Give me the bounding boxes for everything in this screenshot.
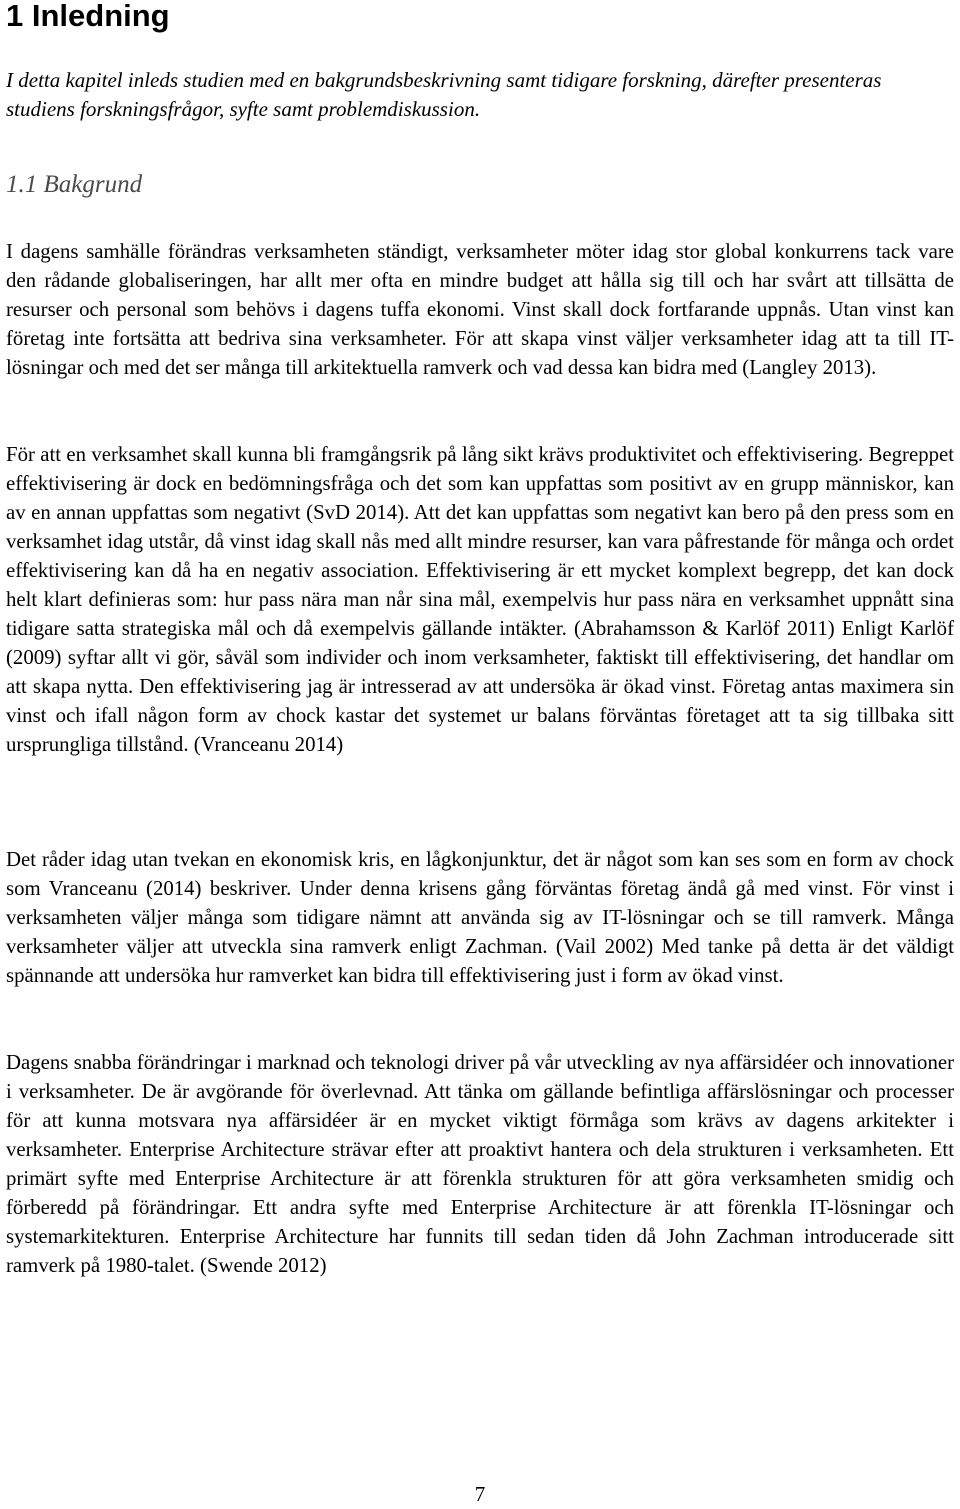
chapter-intro: I detta kapitel inleds studien med en bakgrundsbeskrivning samt tidigare forskning, därefter presenteras studiens forskningsfrågor, syfte samt problemdiskussion. (6, 68, 882, 121)
page-number: 7 (474, 1482, 486, 1506)
section-heading: 1.1 Bakgrund (6, 171, 143, 198)
body-paragraph: Det råder idag utan tvekan en ekonomisk kris, en lågkonjunktur, det är något som kan ses som en form av chock som Vranceanu (2014) beskriver. Under denna krisens gång förväntas företag ändå gå med vinst. För vinst i verksamheten väljer många som tidigare nämnt att använda sig av IT-lösningar och se till ramverk. Många verksamheter väljer att utveckla sina ramverk enligt Zachman. (Vail 2002) Med tanke på detta är det väldigt spännande att undersöka hur ramverket kan bidra till effektivisering just i form av ökad vinst. (6, 848, 954, 987)
body-paragraph: Dagens snabba förändringar i marknad och teknologi driver på vår utveckling av nya affärsidéer och innovationer i verksamheter. De är avgörande för överlevnad. Att tänka om gällande befintliga affärslösningar och processer för att kunna motsvara nya affärsidéer är en mycket viktigt förmåga som krävs av dagens arkitekter i verksamheter. Enterprise Architecture strävar efter att proaktivt hantera och dela strukturen i verksamheten. Ett primärt syfte med Enterprise Architecture är att förenkla strukturen för att göra verksamheten smidig och förberedd på förändringar. Ett andra syfte med Enterprise Architecture är att förenkla IT-lösningar och systemarkitekturen. Enterprise Architecture har funnits till sedan tiden då John Zachman introducerade sitt ramverk på 1980-talet. (Swende 2012) (6, 1051, 954, 1277)
body-paragraph: För att en verksamhet skall kunna bli framgångsrik på lång sikt krävs produktivitet och effektivisering. Begreppet effektivisering är dock en bedömningsfråga och det som kan uppfattas som positivt av en grupp människor, kan av en annan uppfattas som negativt (SvD 2014). Att det kan uppfattas som negativt kan bero på den press som en verksamhet idag utstår, då vinst idag skall nås med allt mindre resurser, kan vara påfrestande för många och ordet effektivisering kan då ha en negativ association. Effektivisering är ett mycket komplext begrepp, det kan dock helt klart definieras som: hur pass nära man når sina mål, exempelvis hur pass nära en verksamhet uppnått sina tidigare satta strategiska mål och då exempelvis gällande intäkter. (Abrahamsson & Karlöf 2011) Enligt Karlöf (2009) syftar allt vi gör, såväl som individer och inom verksamheter, faktiskt till effektivisering, det handlar om att skapa nytta. Den effektivisering jag är intresserad av att undersöka är ökad vinst. Företag antas maximera sin vinst och ifall någon form av chock kastar det systemet ur balans förväntas företaget att ta sig tillbaka sitt ursprungliga tillstånd. (Vranceanu 2014) (6, 443, 954, 756)
body-paragraph: I dagens samhälle förändras verksamheten ständigt, verksamheter möter idag stor global konkurrens tack vare den rådande globaliseringen, har allt mer ofta en mindre budget att hålla sig till och har svårt att tillsätta de resurser och personal som behövs i dagens tuffa ekonomi. Vinst skall dock fortfarande uppnås. Utan vinst kan företag inte fortsätta att bedriva sina verksamheter. För att skapa vinst väljer verksamheter idag att ta till IT-lösningar och med det ser många till arkitektuella ramverk och vad dessa kan bidra med (Langley 2013). (6, 240, 954, 379)
chapter-heading: 1 Inledning (6, 0, 170, 33)
